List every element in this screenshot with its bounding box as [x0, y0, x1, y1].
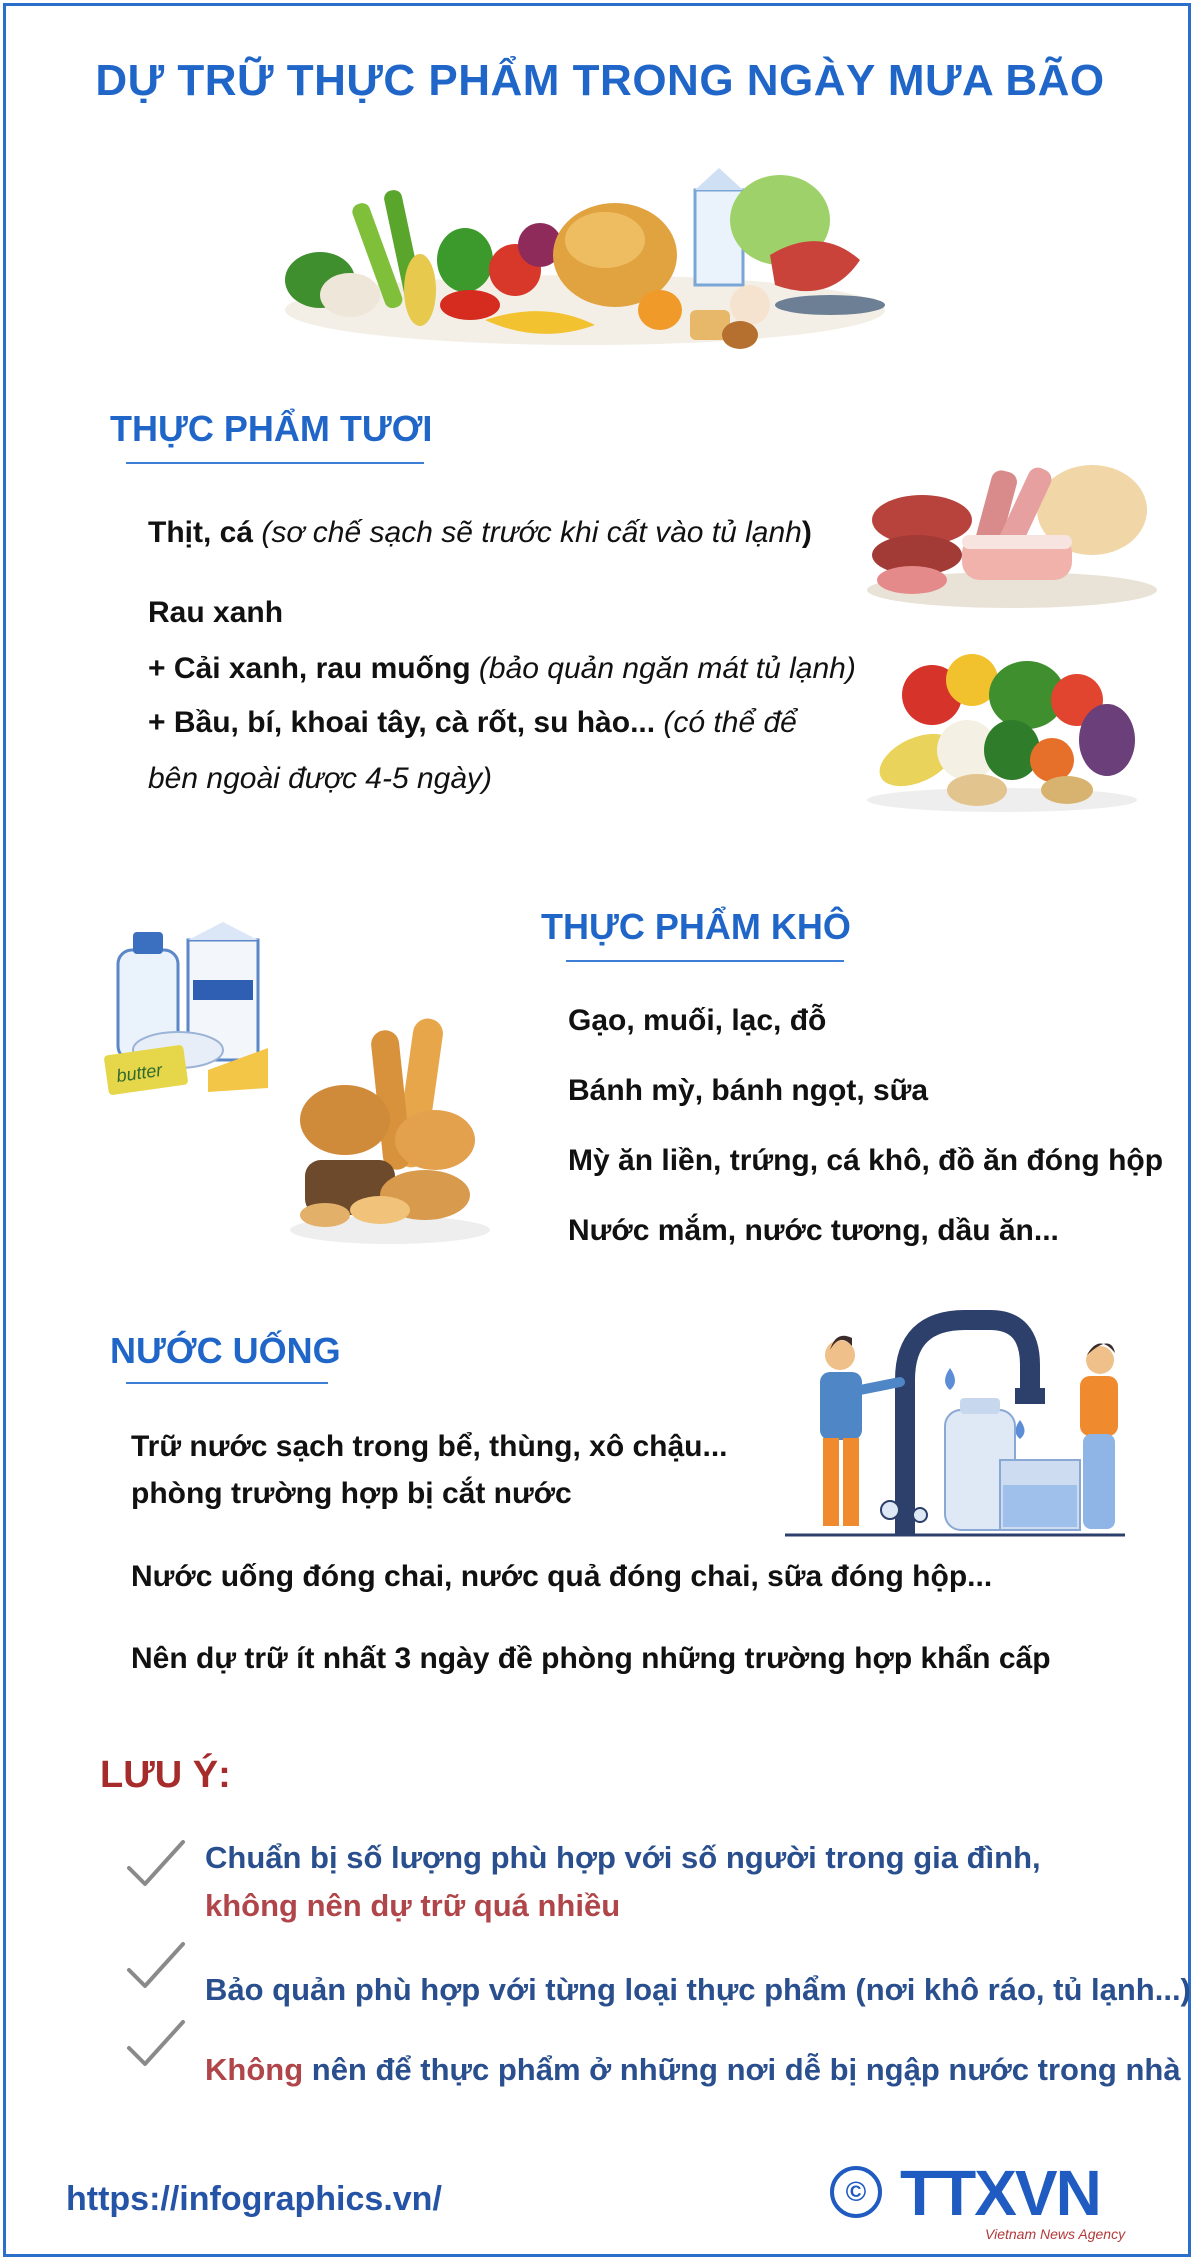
dry-food-underline [566, 960, 844, 962]
meat-note-close: ) [801, 516, 812, 549]
note-3-warning: Không [205, 2052, 304, 2087]
checkmark-icon [125, 1940, 187, 1990]
ttxvn-logo: TTXVN [900, 2157, 1100, 2229]
greens-label: + Cải xanh, rau muống [148, 652, 471, 685]
checkmark-icon [125, 1838, 187, 1888]
checkmark-icon [125, 2018, 187, 2068]
dry-food-heading: THỰC PHẨM KHÔ [541, 906, 851, 947]
fresh-meat-line [148, 516, 812, 550]
butter-label: butter [115, 1059, 164, 1087]
vegetables-line-2 [148, 706, 797, 740]
vegetables-line-1 [148, 652, 856, 686]
vegetables-heading: Rau xanh [148, 596, 284, 629]
dry-item-2: Bánh mỳ, bánh ngọt, sữa [568, 1074, 929, 1107]
roots-label: + Bầu, bí, khoai tây, cà rốt, su hào... [148, 706, 656, 739]
roots-note-cont: bên ngoài được 4-5 ngày) [148, 762, 493, 795]
note-3 [205, 2052, 1181, 2088]
greens-note: (bảo quản ngăn mát tủ lạnh) [470, 652, 856, 685]
notes-heading: LƯU Ý: [100, 1754, 231, 1796]
water-heading: NƯỚC UỐNG [110, 1330, 341, 1371]
fresh-food-heading: THỰC PHẨM TƯƠI [110, 408, 433, 449]
note-1-line-2 [205, 1888, 620, 1924]
water-line-2: phòng trường hợp bị cắt nước [131, 1477, 572, 1510]
bread-illustration [285, 1010, 495, 1250]
roots-note: (có thể để [655, 706, 797, 739]
page-title: DỰ TRỮ THỰC PHẨM TRONG NGÀY MƯA BÃO [95, 56, 1105, 105]
vegetables-line-3 [148, 762, 492, 796]
footer-url-link[interactable]: https://infographics.vn/ [66, 2180, 442, 2218]
note-1-line-1: Chuẩn bị số lượng phù hợp với số người trong gia đình, [205, 1840, 1041, 1875]
meat-note: (sơ chế sạch sẽ trước khi cất vào tủ lạnh [253, 516, 802, 549]
ttxvn-logo-subtitle: Vietnam News Agency [985, 2226, 1126, 2242]
vegetables-illustration [862, 640, 1147, 815]
water-line-1: Trữ nước sạch trong bể, thùng, xô chậu... [131, 1430, 728, 1463]
water-underline [126, 1382, 328, 1384]
food-assortment-illustration [270, 160, 900, 360]
meat-label: Thịt, cá [148, 516, 254, 549]
note-2: Bảo quản phù hợp với từng loại thực phẩm (nơi khô ráo, tủ lạnh...) [205, 1972, 1191, 2007]
copyright-icon: © [830, 2166, 882, 2218]
meat-illustration [862, 440, 1162, 610]
fresh-food-underline [126, 462, 424, 464]
dry-item-4: Nước mắm, nước tương, dầu ăn... [568, 1214, 1059, 1247]
note-1-warning: không nên dự trữ quá nhiều [205, 1888, 621, 1923]
note-3-text: nên để thực phẩm ở những nơi dễ bị ngập nước trong nhà [303, 2052, 1181, 2087]
dry-item-1: Gạo, muối, lạc, đỗ [568, 1004, 827, 1037]
water-line-4: Nên dự trữ ít nhất 3 ngày đề phòng những trường hợp khẩn cấp [131, 1642, 1051, 1675]
water-tap-illustration [775, 1310, 1135, 1545]
dry-item-3: Mỳ ăn liền, trứng, cá khô, đồ ăn đóng hộp [568, 1144, 1164, 1177]
water-line-3: Nước uống đóng chai, nước quả đóng chai, sữa đóng hộp... [131, 1560, 993, 1593]
dairy-illustration [98, 920, 278, 1110]
